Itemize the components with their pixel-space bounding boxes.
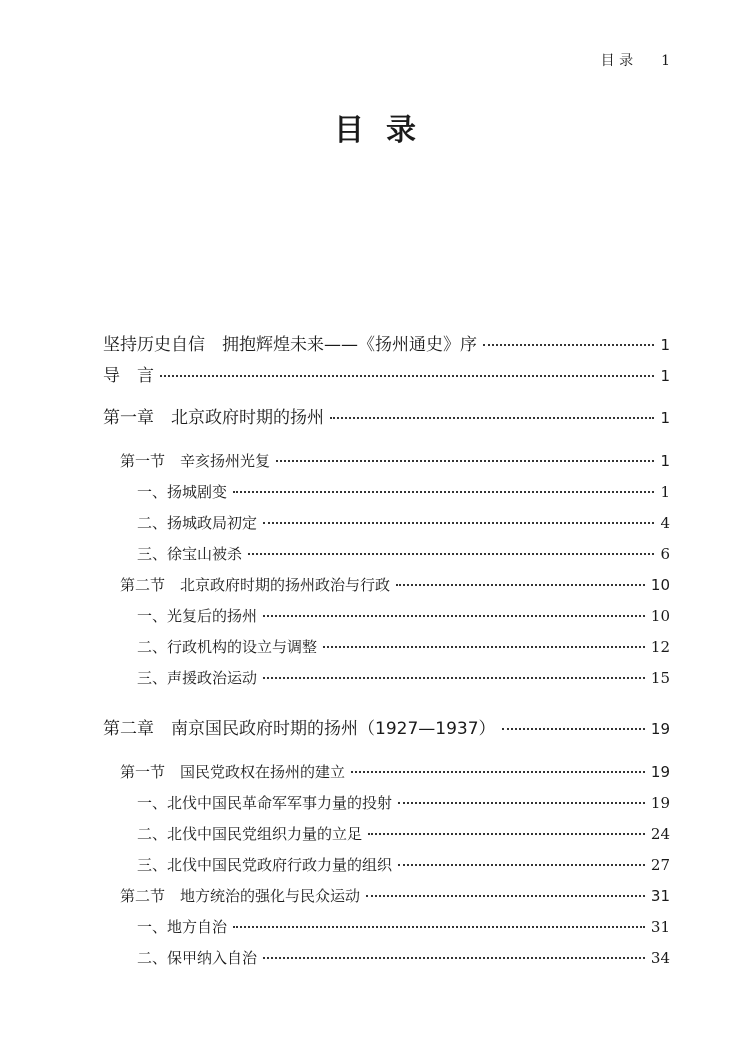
toc-entry-subsection[interactable] [103,512,670,533]
toc-leader-dots [248,552,654,555]
toc-entry-page-number: 34 [650,949,670,967]
toc-entry-subsection[interactable] [103,667,670,688]
toc-entry-page-number: 19 [650,763,670,781]
toc-entry-title: 第一节 国民党政权在扬州的建立 [120,763,346,781]
toc-entry-page-number: 1 [660,452,670,470]
toc-leader-dots [330,416,654,419]
toc-entry-page-number: 24 [650,825,670,843]
toc-entry-page-number: 1 [660,336,670,354]
toc-entry-subsection[interactable] [103,605,670,626]
toc-leader-dots [276,459,654,462]
toc-entry-title: 一、地方自治 [137,918,228,936]
toc-entry-title: 一、北伐中国民革命军军事力量的投射 [137,794,393,812]
toc-entry-title: 第二章 南京国民政府时期的扬州（1927—1937） [103,719,496,739]
toc-entry-section[interactable] [103,574,670,595]
toc-entry-title: 二、保甲纳入自治 [137,949,258,967]
toc-entry-page-number: 19 [650,720,670,738]
toc-entry-chapter[interactable] [103,330,670,355]
toc-leader-dots [396,583,645,586]
toc-leader-dots [263,521,654,524]
page-title: 目录 [334,113,438,148]
toc-leader-dots [368,832,645,835]
toc-entry-title: 三、徐宝山被杀 [137,545,243,563]
toc-leader-dots [323,645,645,648]
toc-entry-page-number: 31 [650,887,670,905]
toc-entry-subsection[interactable] [103,823,670,844]
toc-entry-title: 二、北伐中国民党组织力量的立足 [137,825,363,843]
toc-entry-title: 导 言 [103,366,154,386]
toc-leader-dots [483,343,654,346]
toc-entry-subsection[interactable] [103,947,670,968]
toc-entry-page-number: 31 [650,918,670,936]
toc-entry-title: 三、声援政治运动 [137,669,258,687]
toc-entry-page-number: 10 [650,607,670,625]
toc-leader-dots [351,770,645,773]
toc-entry-title: 第一章 北京政府时期的扬州 [103,408,324,428]
toc-entry-page-number: 15 [650,669,670,687]
toc-entry-page-number: 1 [660,409,670,427]
toc-entry-title: 二、扬城政局初定 [137,514,258,532]
running-head-page-number: 1 [661,53,670,69]
running-head [601,50,670,70]
toc-entry-subsection[interactable] [103,792,670,813]
toc-entry-section[interactable] [103,761,670,782]
toc-entry-title: 三、北伐中国民党政府行政力量的组织 [137,856,393,874]
toc-entry-page-number: 10 [650,576,670,594]
toc-entry-subsection[interactable] [103,543,670,564]
toc-entry-title: 二、行政机构的设立与调整 [137,638,318,656]
toc-entry-chapter[interactable] [103,361,670,386]
toc-entry-subsection[interactable] [103,481,670,502]
running-head-title: 目 录 [600,53,634,69]
toc-entry-title: 一、扬城剧变 [137,483,228,501]
toc-leader-dots [502,727,645,730]
toc-entry-chapter[interactable] [103,714,670,739]
toc-entry-page-number: 1 [660,367,670,385]
toc-entry-title: 第二节 地方统治的强化与民众运动 [120,887,361,905]
toc-entry-title: 第一节 辛亥扬州光复 [120,452,271,470]
toc-leader-dots [398,801,645,804]
toc-leader-dots [160,374,654,377]
toc-entry-title: 一、光复后的扬州 [137,607,258,625]
toc-entry-section[interactable] [103,450,670,471]
toc-leader-dots [398,863,645,866]
toc-entry-page-number: 6 [660,545,670,563]
toc-leader-dots [263,614,645,617]
toc-leader-dots [366,894,645,897]
toc-entry-subsection[interactable] [103,854,670,875]
toc-entry-page-number: 12 [650,638,670,656]
toc-leader-dots [263,956,645,959]
toc-entry-section[interactable] [103,885,670,906]
toc-entry-title: 第二节 北京政府时期的扬州政治与行政 [120,576,391,594]
toc-entry-title: 坚持历史自信 拥抱辉煌未来——《扬州通史》序 [103,335,477,355]
toc-leader-dots [263,676,645,679]
toc-entry-chapter[interactable] [103,403,670,428]
toc-entry-page-number: 19 [650,794,670,812]
toc-entry-page-number: 4 [660,514,670,532]
toc-entry-page-number: 1 [660,483,670,501]
toc-leader-dots [233,490,654,493]
toc-leader-dots [233,925,645,928]
toc-entry-subsection[interactable] [103,636,670,657]
toc-entry-page-number: 27 [650,856,670,874]
toc-entry-subsection[interactable] [103,916,670,937]
